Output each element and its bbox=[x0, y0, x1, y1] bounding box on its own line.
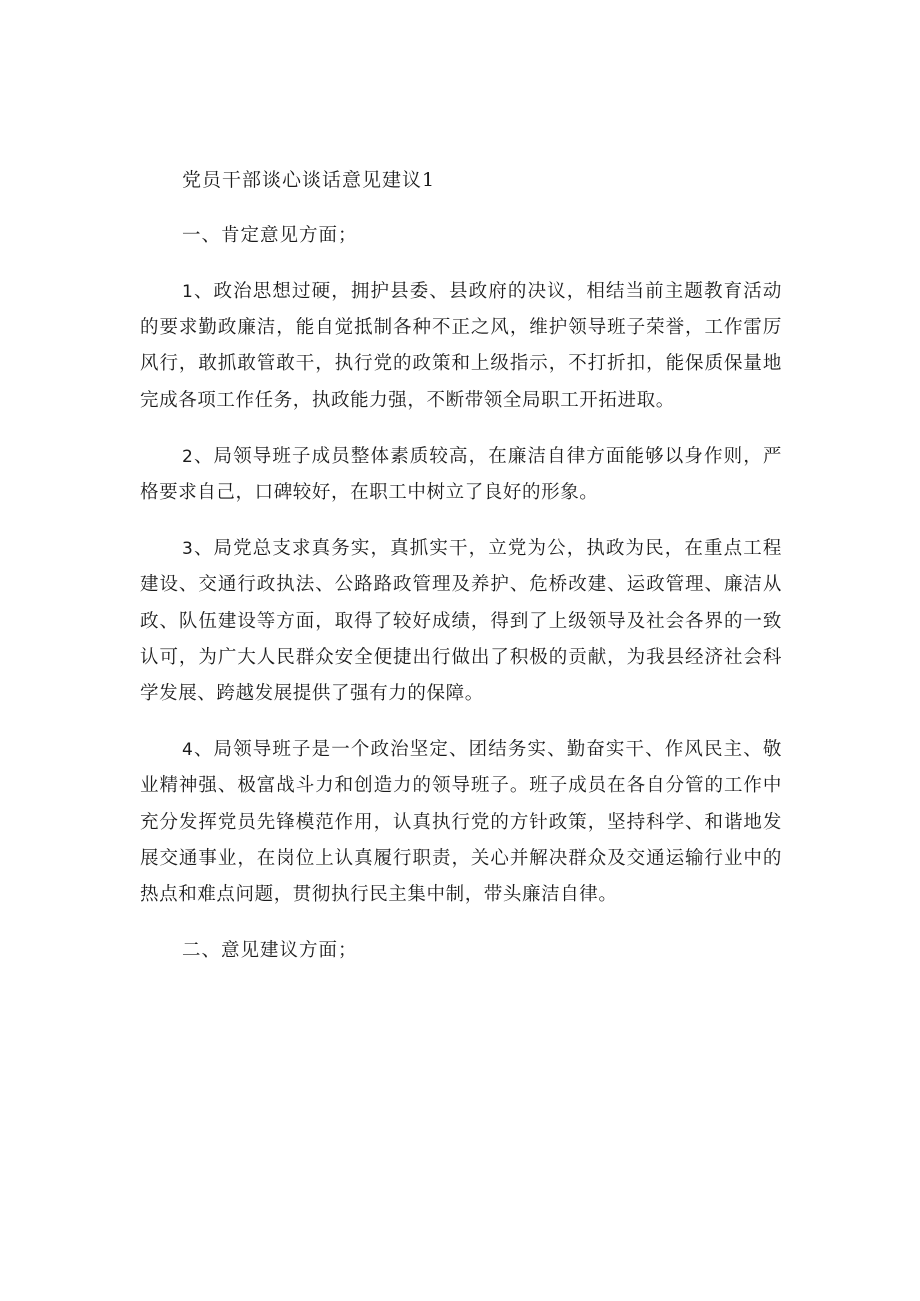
item-number: 1 bbox=[182, 282, 194, 302]
item-text: 、局领导班子成员整体素质较高，在廉洁自律方面能够以身作则，严格要求自己，口碑较好，在职工中树立了良好的形象。 bbox=[140, 445, 782, 504]
item-text: 、政治思想过硬，拥护县委、县政府的决议，相结当前主题教育活动的要求勤政廉洁，能自觉抵制各种不正之风，维护领导班子荣誉，工作雷厉风行，敢抓敢管敢干，执行党的政策和上级指示，不打折扣，能保质保量地完成各项工作任务，执政能力强，不断带领全局职工开拓进取。 bbox=[140, 281, 782, 411]
paragraph-item-1 bbox=[140, 274, 782, 419]
item-number: 3 bbox=[182, 539, 194, 560]
section-heading-suggestions: 二、意见建议方面； bbox=[182, 940, 358, 962]
document-title: 党员干部谈心谈话意见建议1 bbox=[182, 169, 436, 191]
paragraph-item-3 bbox=[140, 531, 782, 712]
item-text: 、局领导班子是一个政治坚定、团结务实、勤奋实干、作风民主、敬业精神强、极富战斗力和创造力的领导班子。班子成员在各自分管的工作中充分发挥党员先锋模范作用，认真执行党的方针政策，坚持科学、和谐地发展交通事业，在岗位上认真履行职责，关心并解决群众及交通运输行业中的热点和难点问题，贯彻执行民主集中制，带头廉洁自律。 bbox=[140, 739, 782, 906]
section-heading-positive: 一、肯定意见方面； bbox=[182, 225, 358, 246]
item-text: 、局党总支求真务实，真抓实干，立党为公，执政为民，在重点工程建设、交通行政执法、公路路政管理及养护、危桥改建、运政管理、廉洁从政、队伍建设等方面，取得了较好成绩，得到了上级领导及社会各界的一致认可，为广大人民群众安全便捷出行做出了积极的贡献，为我县经济社会科学发展、跨越发展提供了强有力的保障。 bbox=[140, 538, 782, 705]
paragraph-item-4 bbox=[140, 732, 782, 913]
paragraph-item-2 bbox=[140, 439, 782, 511]
item-number: 4 bbox=[182, 740, 194, 761]
document-body bbox=[140, 162, 782, 969]
item-number: 2 bbox=[182, 446, 194, 467]
